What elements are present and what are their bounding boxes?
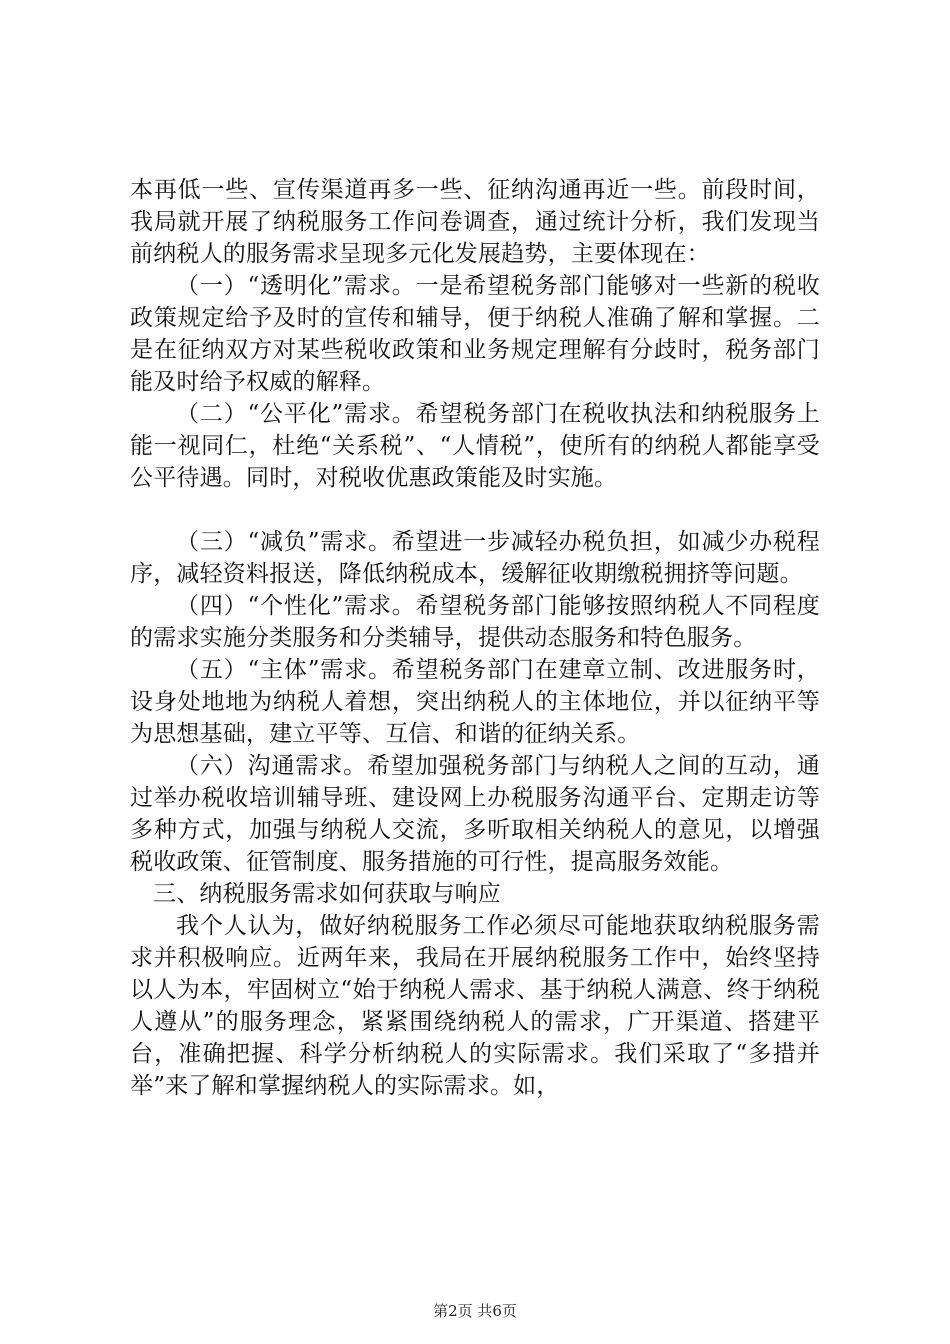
paragraph-subject-demand: （五）“主体”需求。希望税务部门在建章立制、改进服务时，设身处地地为纳税人着想，突出纳税人的主体地位，并以征纳平等为思想基础，建立平等、互信、和谐的征纳关系。 <box>130 657 820 747</box>
paragraph-burden-reduction-demand: （三）“减负”需求。希望进一步减轻办税负担，如减少办税程序，减轻资料报送，降低纳税成本，缓解征收期缴税拥挤等问题。 <box>130 529 820 587</box>
paragraph-intro: 本再低一些、宣传渠道再多一些、征纳沟通再近一些。前段时间，我局就开展了纳税服务工作问卷调查，通过统计分析，我们发现当前纳税人的服务需求呈现多元化发展趋势，主要体现在： <box>130 177 820 267</box>
paragraph-transparency-demand: （一）“透明化”需求。一是希望税务部门能够对一些新的税收政策规定给予及时的宣传和辅导，便于纳税人准确了解和掌握。二是在征纳双方对某些税收政策和业务规定理解有分歧时，税务部门能及时给予权威的解释。 <box>130 273 820 395</box>
paragraph-fairness-demand: （二）“公平化”需求。希望税务部门在税收执法和纳税服务上能一视同仁，杜绝“关系税”、“人情税”，使所有的纳税人都能享受公平待遇。同时，对税收优惠政策能及时实施。 <box>130 401 820 491</box>
section-heading-three: 三、纳税服务需求如何获取与响应 <box>153 881 501 907</box>
paragraph-personal-opinion: 我个人认为，做好纳税服务工作必须尽可能地获取纳税服务需求并积极响应。近两年来，我局在开展纳税服务工作中，始终坚持以人为本，牢固树立“始于纳税人需求、基于纳税人满意、终于纳税人遵从”的服务理念，紧紧围绕纳税人的需求，广开渠道、搭建平台，准确把握、科学分析纳税人的实际需求。我们采取了“多措并举”来了解和掌握纳税人的实际需求。如， <box>130 913 820 1099</box>
page-footer <box>0 1301 950 1321</box>
paragraph-communication-demand: （六）沟通需求。希望加强税务部门与纳税人之间的互动，通过举办税收培训辅导班、建设网上办税服务沟通平台、定期走访等多种方式，加强与纳税人交流，多听取相关纳税人的意见，以增强税收政策、征管制度、服务措施的可行性，提高服务效能。 <box>130 753 820 875</box>
document-body <box>130 174 820 1102</box>
page-number-label: 第2页 共6页 <box>433 1302 517 1320</box>
paragraph-personalization-demand: （四）“个性化”需求。希望税务部门能够按照纳税人不同程度的需求实施分类服务和分类辅导，提供动态服务和特色服务。 <box>130 593 820 651</box>
